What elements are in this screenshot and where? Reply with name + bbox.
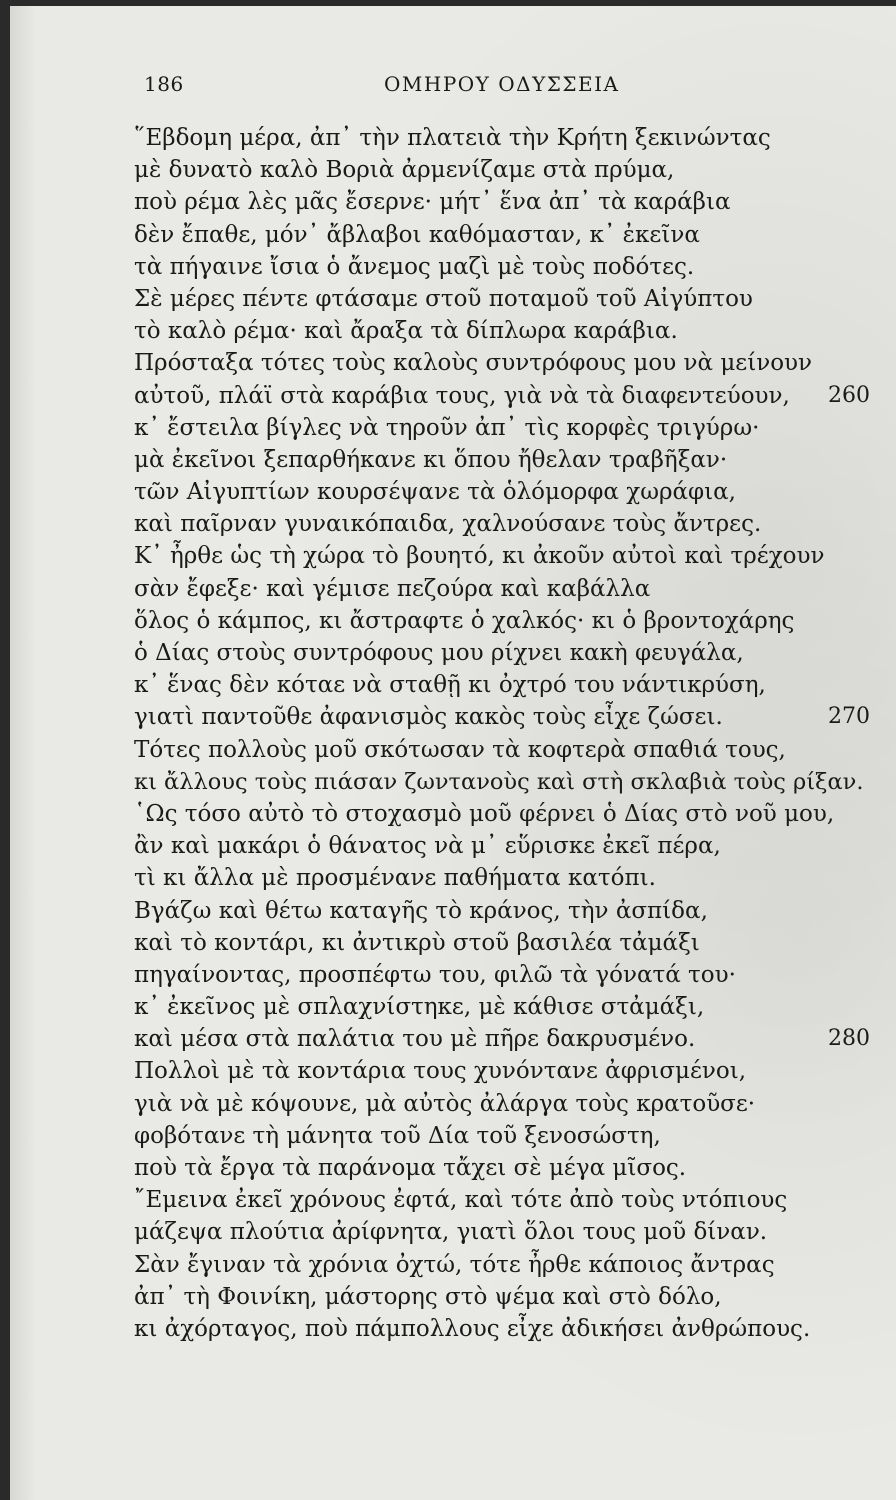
verse-line-text: κι ἄλλους τοὺς πιάσαν ζωντανοὺς καὶ στὴ σκλαβιὰ τοὺς ρίξαν.: [134, 768, 864, 795]
verse-line: [10, 154, 896, 186]
verse-line: [10, 1216, 896, 1248]
verse-line-text: καὶ παῖρναν γυναικόπαιδα, χαλνούσανε τοὺς ἄντρες.: [134, 511, 762, 538]
verse-line: [10, 701, 896, 733]
verse-line-text: κι ἀχόρταγος, ποὺ πάμπολλους εἶχε ἀδικήσει ἀνθρώπους.: [134, 1315, 811, 1342]
verse-line: [10, 1152, 896, 1184]
verse-line-text: δὲν ἔπαθε, μόν᾽ ἄβλαβοι καθόμασταν, κ᾽ ἐκεῖνα: [134, 221, 700, 248]
verse-line-text: καὶ τὸ κοντάρι, κι ἀντικρὺ στοῦ βασιλέα τἀμάξι: [134, 929, 700, 956]
verse-text: [10, 122, 896, 1345]
verse-line-text: Πρόσταξα τότες τοὺς καλοὺς συντρόφους μου νὰ μείνουν: [134, 350, 813, 377]
verse-line-text: τὸ καλὸ ρέμα· καὶ ἄραξα τὰ δίπλωρα καράβια.: [134, 318, 678, 345]
verse-line: [10, 573, 896, 605]
verse-line: [10, 251, 896, 283]
verse-line-text: γιὰ νὰ μὲ κόψουνε, μὰ αὐτὸς ἀλάργα τοὺς κρατοῦσε·: [134, 1090, 756, 1117]
verse-line-text: ποὺ τὰ ἔργα τὰ παράνομα τἄχει σὲ μέγα μῖσος.: [134, 1155, 687, 1181]
verse-line-text: πηγαίνοντας, προσπέφτω του, φιλῶ τὰ γόνατά του·: [134, 961, 736, 988]
verse-line: [10, 798, 896, 830]
verse-line-text: ῎Εμεινα ἐκεῖ χρόνους ἐφτά, καὶ τότε ἀπὸ τοὺς ντόπιους: [134, 1187, 788, 1214]
verse-line: [10, 347, 896, 379]
verse-line: [10, 862, 896, 894]
verse-line-text: τῶν Αἰγυπτίων κουρσέψανε τὰ ὁλόμορφα χωράφια,: [134, 479, 736, 506]
verse-line: [10, 1249, 896, 1281]
verse-line: [10, 1055, 896, 1087]
verse-line-text: ὅλος ὁ κάμπος, κι ἄστραφτε ὁ χαλκός· κι ὁ βροντοχάρης: [134, 607, 795, 634]
verse-line-text: σὰν ἔφεξε· καὶ γέμισε πεζούρα καὶ καβάλλα: [134, 575, 651, 602]
book-page: [10, 6, 896, 1500]
page-header: [10, 72, 896, 102]
verse-line-text: Σὲ μέρες πέντε φτάσαμε στοῦ ποταμοῦ τοῦ Αἰγύπτου: [134, 285, 753, 312]
verse-line: [10, 830, 896, 862]
verse-line: [10, 508, 896, 540]
verse-line-text: μὰ ἐκεῖνοι ξεπαρθήκανε κι ὅπου ἤθελαν τραβῆξαν·: [134, 446, 728, 473]
verse-line: [10, 283, 896, 315]
verse-line-text: φοβότανε τὴ μάνητα τοῦ Δία τοῦ ξενοσώστη,: [134, 1122, 661, 1149]
verse-line: [10, 991, 896, 1023]
line-number: 280: [828, 1026, 870, 1052]
verse-line: [10, 895, 896, 927]
verse-line: [10, 637, 896, 669]
verse-line: [10, 186, 896, 218]
verse-line-text: ἀπ᾽ τὴ Φοινίκη, μάστορης στὸ ψέμα καὶ στὸ δόλο,: [134, 1283, 722, 1310]
line-number: 270: [828, 704, 870, 730]
verse-line-text: ῾Ως τόσο αὐτὸ τὸ στοχασμὸ μοῦ φέρνει ὁ Δίας στὸ νοῦ μου,: [134, 800, 835, 827]
verse-line: [10, 766, 896, 798]
verse-line-text: αὐτοῦ, πλάϊ στὰ καράβια τους, γιὰ νὰ τὰ διαφεντεύουν,: [134, 382, 790, 409]
verse-line-text: μὲ δυνατὸ καλὸ Βοριὰ ἀρμενίζαμε στὰ πρύμα,: [134, 157, 675, 184]
verse-line-text: ἂν καὶ μακάρι ὁ θάνατος νὰ μ᾽ εὕρισκε ἐκεῖ πέρα,: [134, 833, 721, 860]
verse-line-text: τὰ πήγαινε ἴσια ὁ ἄνεμος μαζὶ μὲ τοὺς ποδότες.: [134, 253, 695, 280]
verse-line: [10, 1313, 896, 1345]
verse-line-text: ῞Εβδομη μέρα, ἀπ᾽ τὴν πλατειὰ τὴν Κρήτη ξεκινώντας: [134, 125, 771, 151]
verse-line: [10, 669, 896, 701]
verse-line: [10, 540, 896, 572]
verse-line-text: τὶ κι ἄλλα μὲ προσμένανε παθήματα κατόπι.: [134, 865, 656, 892]
verse-line: [10, 605, 896, 637]
verse-line: [10, 1184, 896, 1216]
verse-line-text: κ᾽ ἔστειλα βίγλες νὰ τηροῦν ἀπ᾽ τὶς κορφὲς τριγύρω·: [134, 414, 760, 441]
verse-line-text: κ᾽ ἕνας δὲν κόταε νὰ σταθῇ κι ὀχτρό του νάντικρύση,: [134, 672, 766, 699]
verse-line-text: Τότες πολλοὺς μοῦ σκότωσαν τὰ κοφτερὰ σπαθιά τους,: [134, 736, 786, 763]
verse-line: [10, 1281, 896, 1313]
verse-line-text: Κ᾽ ἦρθε ὡς τὴ χώρα τὸ βουητό, κι ἀκοῦν αὐτοὶ καὶ τρέχουν: [134, 543, 825, 570]
verse-line-text: ὁ Δίας στοὺς συντρόφους μου ρίχνει κακὴ φευγάλα,: [134, 640, 744, 666]
verse-line: [10, 444, 896, 476]
verse-line: [10, 219, 896, 251]
line-number: 260: [828, 382, 870, 408]
verse-line: [10, 412, 896, 444]
verse-line-text: Βγάζω καὶ θέτω καταγῆς τὸ κράνος, τὴν ἀσπίδα,: [134, 897, 708, 924]
verse-line: [10, 315, 896, 347]
verse-line-text: κ᾽ ἐκεῖνος μὲ σπλαχνίστηκε, μὲ κάθισε στἀμάξι,: [134, 994, 705, 1021]
verse-line: [10, 1023, 896, 1055]
verse-line: [10, 1088, 896, 1120]
verse-line-text: Πολλοὶ μὲ τὰ κοντάρια τους χυνόντανε ἀφρισμένοι,: [134, 1058, 747, 1085]
verse-line: [10, 476, 896, 508]
verse-line: [10, 122, 896, 154]
page-number: 186: [144, 72, 184, 96]
verse-line: [10, 734, 896, 766]
verse-line: [10, 927, 896, 959]
verse-line-text: καὶ μέσα στὰ παλάτια του μὲ πῆρε δακρυσμένο.: [134, 1026, 696, 1053]
verse-line-text: μάζεψα πλούτια ἀρίφνητα, γιατὶ ὅλοι τους μοῦ δίναν.: [134, 1219, 768, 1246]
verse-line: [10, 380, 896, 412]
verse-line: [10, 959, 896, 991]
verse-line-text: Σὰν ἔγιναν τὰ χρόνια ὀχτώ, τότε ἦρθε κάποιος ἄντρας: [134, 1251, 775, 1278]
verse-line-text: ποὺ ρέμα λὲς μᾶς ἔσερνε· μήτ᾽ ἕνα ἀπ᾽ τὰ καράβια: [134, 189, 731, 216]
verse-line-text: γιατὶ παντοῦθε ἀφανισμὸς κακὸς τοὺς εἶχε ζώσει.: [134, 704, 723, 731]
verse-line: [10, 1120, 896, 1152]
running-title: ΟΜΗΡΟΥ ΟΔΥΣΣΕΙΑ: [384, 72, 620, 96]
